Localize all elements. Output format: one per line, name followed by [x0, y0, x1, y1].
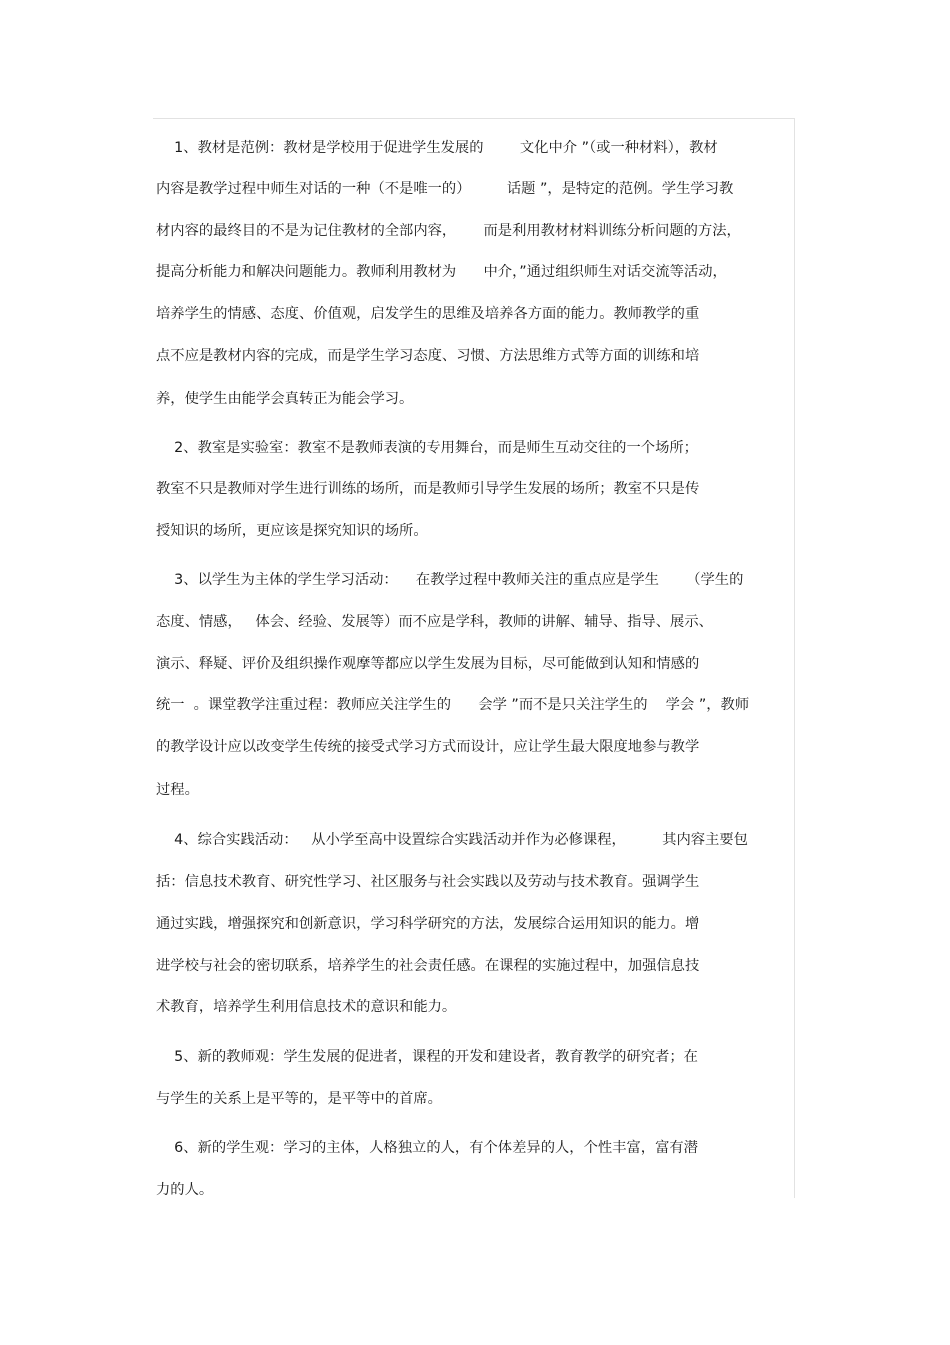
paragraph-line: 点不应是教材内容的完成，而是学生学习态度、习惯、方法思维方式等方面的训练和培 [156, 348, 700, 364]
paragraph-line: 态度、情感， 体会、经验、发展等）而不应是学科，教师的讲解、辅导、指导、展示、 [156, 614, 713, 630]
paragraph-line: 3、以学生为主体的学生学习活动： 在教学过程中教师关注的重点应是学生 （学生的 [156, 572, 744, 588]
paragraph-line: 1、教材是范例：教材是学校用于促进学生发展的 文化中介 ”（或一种材料），教材 [156, 140, 718, 156]
paragraph-line: 提高分析能力和解决问题能力。教师利用教材为 中介，”通过组织师生对话交流等活动， [156, 264, 727, 280]
paragraph-line: 力的人。 [156, 1182, 214, 1198]
paragraph-line: 材内容的最终目的不是为记住教材的全部内容， 而是利用教材材料训练分析问题的方法， [156, 223, 741, 239]
paragraph-line: 2、教室是实验室：教室不是教师表演的专用舞台，而是师生互动交往的一个场所； [156, 440, 698, 456]
paragraph-line: 过程。 [156, 782, 199, 798]
paragraph-line: 术教育，培养学生利用信息技术的意识和能力。 [156, 999, 457, 1015]
paragraph-line: 与学生的关系上是平等的，是平等中的首席。 [156, 1091, 442, 1107]
paragraph-line: 教室不只是教师对学生进行训练的场所，而是教师引导学生发展的场所；教室不只是传 [156, 481, 700, 497]
paragraph-line: 内容是教学过程中师生对话的一种（不是唯一的） 话题 ”，是特定的范例。学生学习教 [156, 181, 734, 197]
paragraph-line: 6、新的学生观：学习的主体，人格独立的人，有个体差异的人，个性丰富，富有潜 [156, 1140, 698, 1156]
paragraph-line: 培养学生的情感、态度、价值观，启发学生的思维及培养各方面的能力。教师教学的重 [156, 306, 700, 322]
paragraph-line: 5、新的教师观：学生发展的促进者，课程的开发和建设者，教育教学的研究者；在 [156, 1049, 698, 1065]
paragraph-line: 括：信息技术教育、研究性学习、社区服务与社会实践以及劳动与技术教育。强调学生 [156, 874, 700, 890]
paragraph-line: 演示、释疑、评价及组织操作观摩等都应以学生发展为目标，尽可能做到认知和情感的 [156, 656, 700, 672]
paragraph-line: 通过实践，增强探究和创新意识，学习科学研究的方法，发展综合运用知识的能力。增 [156, 916, 700, 932]
paragraph-line: 进学校与社会的密切联系，培养学生的社会责任感。在课程的实施过程中，加强信息技 [156, 958, 700, 974]
paragraph-line: 授知识的场所，更应该是探究知识的场所。 [156, 523, 428, 539]
paragraph-line: 4、综合实践活动： 从小学至高中设置综合实践活动并作为必修课程， 其内容主要包 [156, 832, 748, 848]
paragraph-line: 统一 。课堂教学注重过程：教师应关注学生的 会学 ”而不是只关注学生的 学会 ”，教师 [156, 697, 750, 713]
paragraph-line: 养，使学生由能学会真转正为能会学习。 [156, 391, 414, 407]
paragraph-line: 的教学设计应以改变学生传统的接受式学习方式而设计，应让学生最大限度地参与教学 [156, 739, 700, 755]
